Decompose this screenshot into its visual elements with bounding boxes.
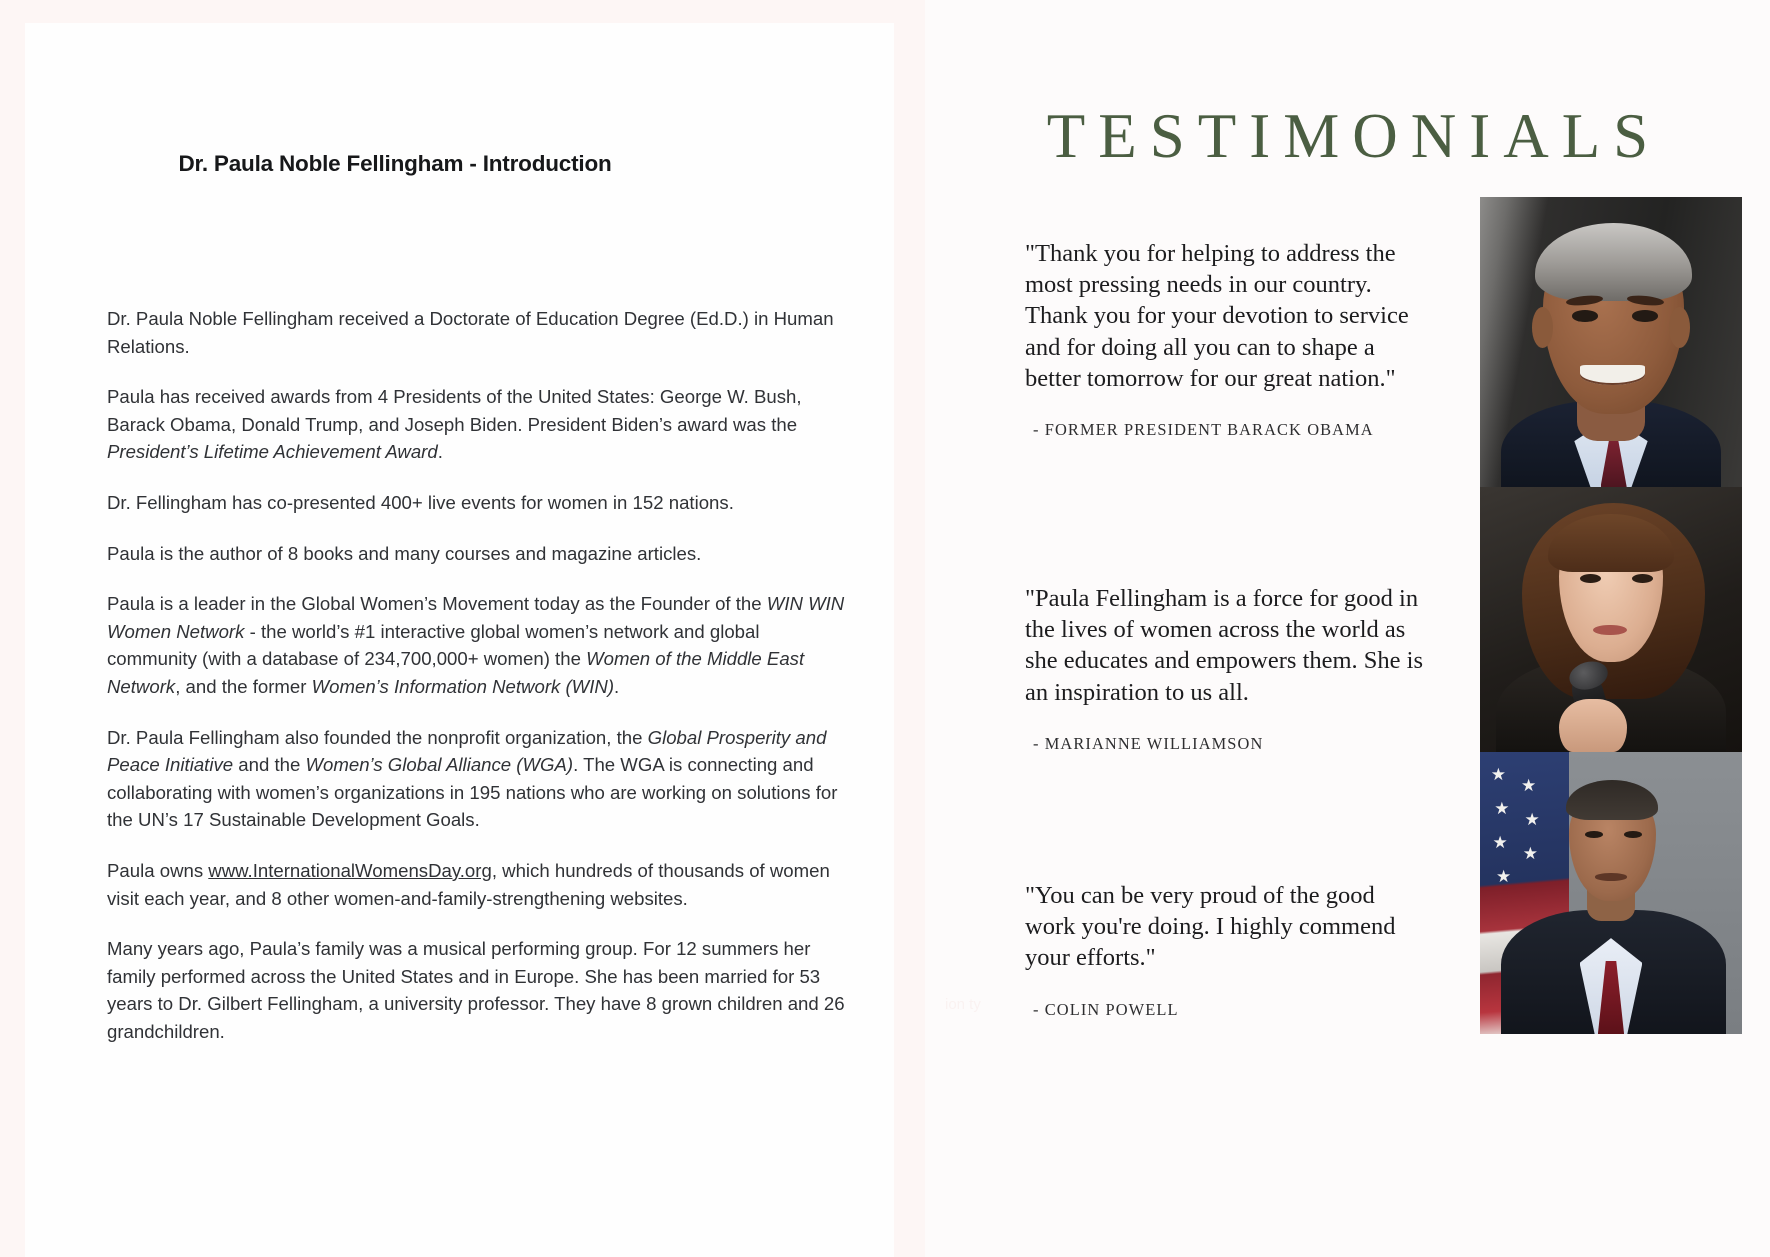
body-text: Paula is the author of 8 books and many courses and magazine articles. bbox=[107, 542, 702, 564]
testimonial-item bbox=[1025, 238, 1430, 440]
testimonial-item bbox=[1025, 583, 1430, 754]
body-text: . bbox=[437, 441, 443, 463]
faint-background-artifact-text: ion ty bbox=[945, 996, 981, 1013]
body-text: . The WGA is connecting and collaborating with women’s organizations in 195 nations who are working on solutions for the UN’s 17 Sustainable Development Goals. bbox=[107, 754, 838, 831]
body-text: . bbox=[614, 675, 620, 697]
testimonial-item bbox=[1025, 880, 1430, 1020]
body-text: Paula has received awards from 4 Presidents of the United States: George W. Bush, Barack Obama, Donald Trump, and Joseph Biden. President Biden’s award was the bbox=[107, 386, 802, 435]
emphasis-text: Women’s Information Network (WIN) bbox=[311, 675, 615, 697]
emphasis-text: Women’s Global Alliance (WGA) bbox=[305, 754, 574, 776]
body-text: Many years ago, Paula’s family was a musical performing group. For 12 summers her family performed across the United States and in Europe. She has been married for 53 years to Dr. Gilbert Fellingham, a university professor. They have 8 grown children and 26 grandchildren. bbox=[107, 938, 845, 1042]
emphasis-text: President’s Lifetime Achievement Award bbox=[107, 441, 438, 463]
emphasis-text: Global Prosperity and Peace Initiative bbox=[107, 726, 827, 776]
international-womens-day-link[interactable]: www.InternationalWomensDay.org bbox=[208, 859, 492, 881]
intro-paragraph bbox=[107, 590, 852, 700]
testimonial-attribution: - COLIN POWELL bbox=[1033, 999, 1179, 1019]
emphasis-text: WIN WIN Women Network bbox=[107, 593, 845, 642]
left-page-introduction bbox=[25, 23, 894, 1257]
intro-paragraph bbox=[107, 857, 852, 912]
body-text: , which hundreds of thousands of women visit each year, and 8 other women-and-family-strengthening websites. bbox=[107, 859, 830, 909]
testimonial-quote: "Thank you for helping to address the most pressing needs in our country. Thank you for your devotion to service and for doing all you can to shape a better tomorrow for our great nation." bbox=[1025, 240, 1409, 392]
marianne-williamson-portrait bbox=[1480, 487, 1742, 752]
body-text: Dr. Paula Fellingham also founded the nonprofit organization, the bbox=[107, 726, 648, 748]
introduction-body bbox=[107, 305, 852, 1068]
body-text: , and the former bbox=[175, 675, 312, 697]
body-text: Paula is a leader in the Global Women’s Movement today as the Founder of the bbox=[107, 593, 767, 615]
intro-paragraph bbox=[107, 540, 852, 568]
testimonial-attribution: - MARIANNE WILLIAMSON bbox=[1033, 733, 1264, 753]
intro-paragraph bbox=[107, 305, 852, 360]
barack-obama-portrait bbox=[1480, 197, 1742, 487]
page-title: Dr. Paula Noble Fellingham - Introduction bbox=[178, 151, 612, 176]
testimonials-heading: TESTIMONIALS bbox=[1046, 101, 1662, 171]
testimonial-attribution: - FORMER PRESIDENT BARACK OBAMA bbox=[1033, 420, 1374, 440]
testimonial-quote: "Paula Fellingham is a force for good in the lives of women across the world as she educates and empowers them. She is an inspiration to us all. bbox=[1025, 585, 1424, 706]
body-text: - the world’s #1 interactive global women’s network and global community (with a database of 234,700,000+ women) the bbox=[107, 620, 760, 670]
intro-paragraph bbox=[107, 489, 852, 517]
intro-paragraph bbox=[107, 935, 852, 1045]
body-text: and the bbox=[233, 754, 306, 776]
emphasis-text: Women of the Middle East Network bbox=[107, 648, 805, 697]
testimonial-quote: "You can be very proud of the good work you're doing. I highly commend your efforts." bbox=[1025, 882, 1396, 972]
intro-paragraph bbox=[107, 383, 852, 466]
body-text: Dr. Paula Noble Fellingham received a Doctorate of Education Degree (Ed.D.) in Human Relations. bbox=[107, 308, 834, 357]
body-text: Paula owns bbox=[107, 859, 209, 881]
colin-powell-portrait: ★ ★ ★ ★ ★ ★ ★ bbox=[1480, 752, 1742, 1034]
body-text: Dr. Fellingham has co-presented 400+ live events for women in 152 nations. bbox=[107, 491, 734, 513]
intro-paragraph bbox=[107, 724, 852, 834]
